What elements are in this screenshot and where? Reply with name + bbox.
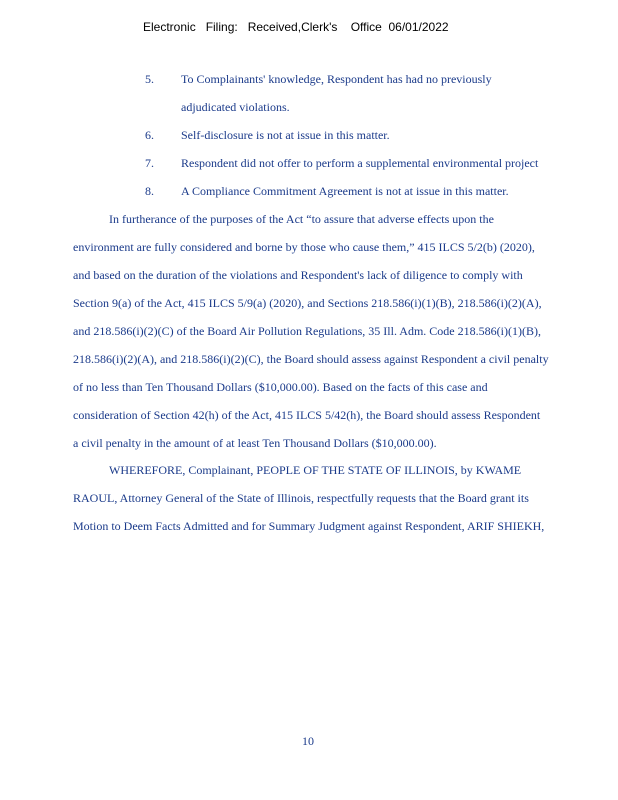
paragraph-line: of no less than Ten Thousand Dollars ($10,000.00). Based on the facts of this case and — [73, 380, 488, 394]
list-item-number: 6. — [145, 128, 154, 142]
paragraph-line: and 218.586(i)(2)(C) of the Board Air Pollution Regulations, 35 Ill. Adm. Code 218.586(i)(1)(B), — [73, 324, 541, 338]
list-item-text: Respondent did not offer to perform a supplemental environmental project — [181, 156, 539, 170]
list-item-number: 7. — [145, 156, 154, 170]
paragraph-line: WHEREFORE, Complainant, PEOPLE OF THE STATE OF ILLINOIS, by KWAME — [109, 463, 522, 477]
list-item-number: 8. — [145, 184, 154, 198]
paragraph-line: 218.586(i)(2)(A), and 218.586(i)(2)(C), the Board should assess against Respondent a civil penalty — [73, 352, 549, 366]
paragraph-line: and based on the duration of the violations and Respondent's lack of diligence to comply with — [73, 268, 523, 282]
paragraph-line: RAOUL, Attorney General of the State of Illinois, respectfully requests that the Board grant its — [73, 491, 529, 505]
list-item-text: adjudicated violations. — [181, 100, 290, 114]
paragraph-line: In furtherance of the purposes of the Act “to assure that adverse effects upon the — [109, 212, 494, 226]
paragraph-line: a civil penalty in the amount of at least Ten Thousand Dollars ($10,000.00). — [73, 436, 437, 450]
page-number: 10 — [302, 734, 314, 748]
paragraph-line: environment are fully considered and borne by those who cause them,” 415 ILCS 5/2(b) (2020), — [73, 240, 535, 254]
list-item-text: A Compliance Commitment Agreement is not at issue in this matter. — [181, 184, 509, 198]
paragraph-line: Motion to Deem Facts Admitted and for Summary Judgment against Respondent, ARIF SHIEKH, — [73, 519, 545, 533]
list-item-text: Self-disclosure is not at issue in this matter. — [181, 128, 390, 142]
list-item-text: To Complainants' knowledge, Respondent has had no previously — [181, 72, 492, 86]
paragraph-line: Section 9(a) of the Act, 415 ILCS 5/9(a) (2020), and Sections 218.586(i)(1)(B), 218.586(i)(2)(A), — [73, 296, 542, 310]
list-item-number: 5. — [145, 72, 154, 86]
filing-header: Electronic Filing: Received,Clerk's Office 06/01/2022 — [143, 20, 449, 34]
paragraph-line: consideration of Section 42(h) of the Act, 415 ILCS 5/42(h), the Board should assess Respondent — [73, 408, 541, 422]
